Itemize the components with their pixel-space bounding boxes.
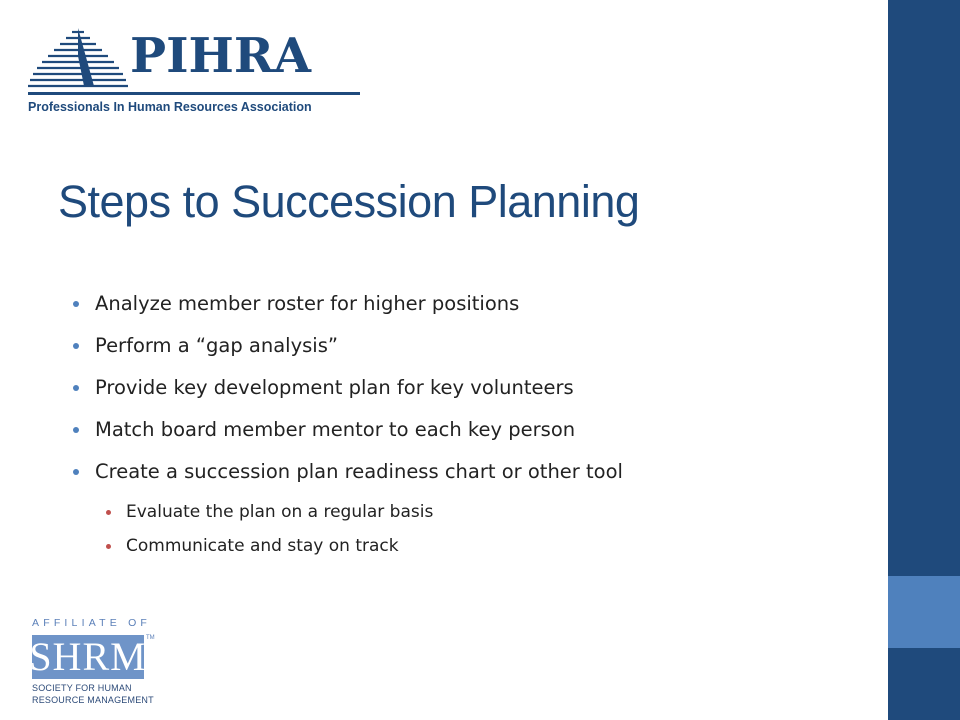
- logo-divider: [28, 92, 360, 95]
- shrm-affiliate-logo: [29, 617, 172, 713]
- shrm-wordmark: SHRM: [29, 634, 147, 679]
- logo-wordmark: PIHRA: [130, 28, 312, 84]
- bullet-item: Match board member mentor to each key person: [70, 418, 623, 460]
- affiliate-label: AFFILIATE OF: [32, 617, 152, 629]
- shrm-name-line2: RESOURCE MANAGEMENT: [32, 695, 154, 705]
- trademark-mark: TM: [146, 635, 155, 641]
- logo-tagline: Professionals In Human Resources Association: [28, 100, 312, 114]
- bullet-item: Perform a “gap analysis”: [70, 334, 623, 376]
- pihra-logo: [28, 26, 368, 118]
- shrm-badge: [29, 634, 147, 679]
- right-accent-block: [888, 576, 960, 648]
- slide-title: Steps to Succession Planning: [58, 176, 640, 227]
- shrm-name-line1: SOCIETY FOR HUMAN: [32, 683, 132, 693]
- sub-bullet-item: Evaluate the plan on a regular basis: [70, 502, 623, 536]
- bullet-list: [70, 292, 623, 570]
- bullet-item: Create a succession plan readiness chart or other tool: [70, 460, 623, 502]
- sub-bullet-item: Communicate and stay on track: [70, 536, 623, 570]
- bullet-item: Analyze member roster for higher positions: [70, 292, 623, 334]
- pyramid-icon: [28, 26, 128, 92]
- bullet-item: Provide key development plan for key volunteers: [70, 376, 623, 418]
